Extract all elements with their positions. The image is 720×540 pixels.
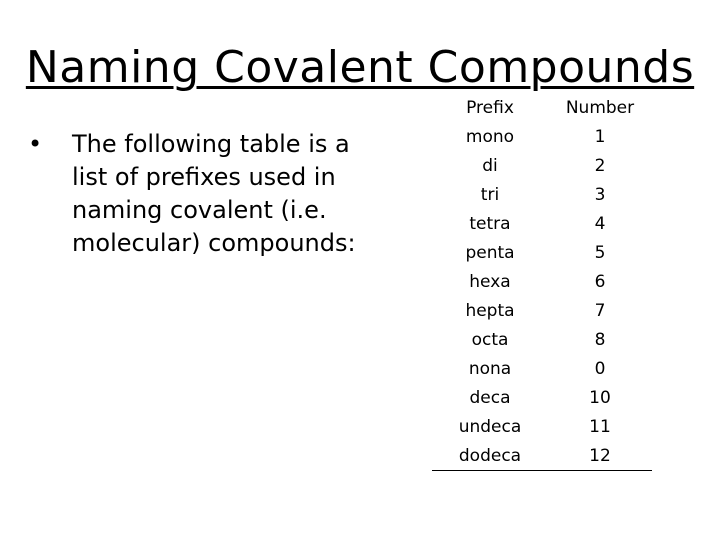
prefix-cell: tetra — [469, 213, 511, 234]
table-header-row — [432, 93, 652, 122]
table-row — [432, 151, 652, 180]
bullet-point — [28, 128, 368, 260]
number-cell: 6 — [594, 271, 606, 292]
table-row — [432, 267, 652, 296]
table-row — [432, 209, 652, 238]
prefix-table — [432, 93, 652, 471]
number-cell: 0 — [594, 358, 606, 379]
table-row — [432, 383, 652, 412]
table-row — [432, 412, 652, 441]
prefix-cell: tri — [480, 184, 500, 205]
prefix-cell: deca — [469, 387, 511, 408]
table-row — [432, 180, 652, 209]
slide-title: Naming Covalent Compounds — [25, 42, 695, 93]
number-cell: 4 — [594, 213, 606, 234]
prefix-cell: octa — [471, 329, 509, 350]
prefix-cell: hexa — [469, 271, 511, 292]
table-row — [432, 354, 652, 383]
number-cell: 3 — [594, 184, 606, 205]
number-cell: 5 — [594, 242, 606, 263]
number-cell: 12 — [548, 441, 652, 471]
prefix-cell: penta — [465, 242, 515, 263]
prefix-cell: undeca — [458, 416, 522, 437]
prefix-cell: hepta — [465, 300, 515, 321]
number-cell: 11 — [589, 416, 611, 437]
number-cell: 8 — [594, 329, 606, 350]
prefix-cell: dodeca — [432, 441, 548, 471]
number-cell: 7 — [594, 300, 606, 321]
number-cell: 1 — [594, 126, 606, 147]
number-cell: 2 — [594, 155, 606, 176]
header-prefix: Prefix — [466, 97, 514, 118]
bullet-text: The following table is a list of prefixes used in naming covalent (i.e. molecular) compounds: — [72, 130, 356, 257]
header-number: Number — [565, 97, 635, 118]
number-cell: 10 — [589, 387, 611, 408]
bullet-dot-icon: • — [28, 130, 43, 158]
table-row — [432, 238, 652, 267]
prefix-cell: mono — [465, 126, 515, 147]
table-row — [432, 296, 652, 325]
prefix-cell: di — [482, 155, 498, 176]
table-row — [432, 441, 652, 471]
prefix-cell: nona — [468, 358, 512, 379]
table-row — [432, 122, 652, 151]
table-row — [432, 325, 652, 354]
